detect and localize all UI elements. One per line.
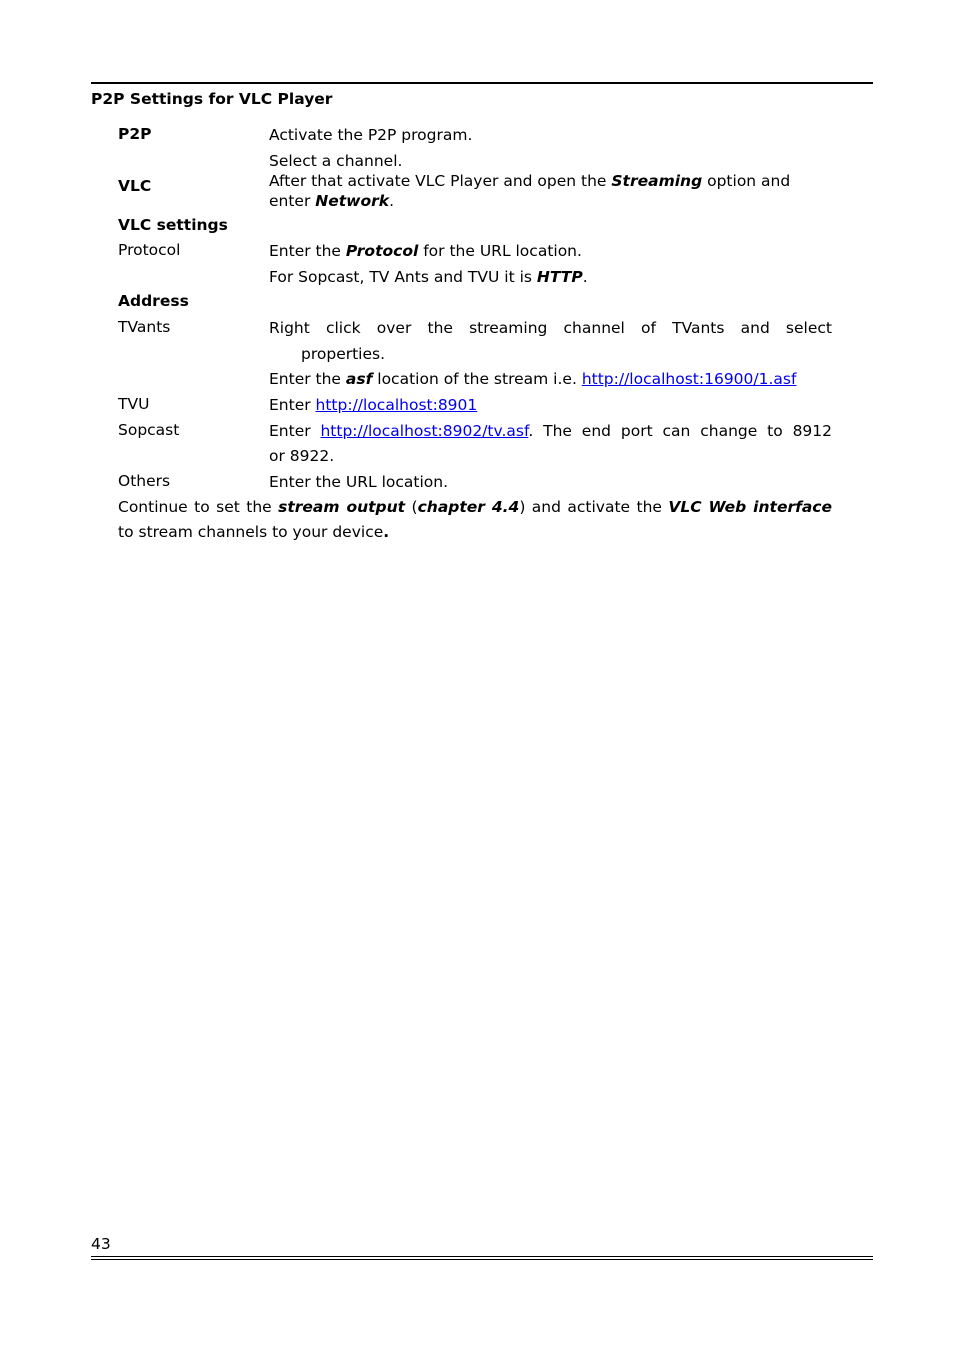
- sopcast-post: . The end port can change to 8912: [528, 422, 833, 440]
- tvants-line-3-mid: location of the stream i.e.: [372, 370, 582, 388]
- page-number: 43: [91, 1235, 111, 1253]
- vlc-line-2: [269, 171, 832, 191]
- tvu-link[interactable]: http://localhost:8901: [315, 396, 478, 414]
- footer-rule-lower: [91, 1259, 873, 1260]
- closing-period: .: [383, 523, 390, 541]
- row-desc-vlc: [269, 151, 832, 211]
- tvants-line-3-text: Enter the: [269, 370, 346, 388]
- closing-text-1: Continue to set the: [118, 498, 279, 516]
- stream-output-term: stream output: [278, 498, 406, 516]
- footer-rule-upper: [91, 1256, 873, 1257]
- row-label-address: Address: [118, 292, 189, 310]
- protocol-line-2-post: .: [582, 268, 588, 286]
- row-label-tvu: TVU: [118, 395, 150, 413]
- closing-text-4: to stream channels to your device: [118, 523, 384, 541]
- protocol-line-2: [269, 267, 832, 287]
- row-label-tvants: TVants: [118, 318, 171, 336]
- row-label-protocol: Protocol: [118, 241, 181, 259]
- sopcast-line-1: [269, 421, 832, 441]
- protocol-line-1: [269, 241, 832, 261]
- row-label-sopcast: Sopcast: [118, 421, 180, 439]
- tvants-line-2: properties.: [301, 345, 386, 363]
- header-rule: [91, 82, 873, 84]
- sopcast-link[interactable]: http://localhost:8902/tv.asf: [320, 422, 529, 440]
- tvants-line-3: [269, 369, 869, 389]
- chapter-reference: chapter 4.4: [417, 498, 520, 516]
- row-label-p2p: P2P: [118, 125, 152, 143]
- closing-text-3: ) and activate the: [519, 498, 669, 516]
- vlc-line-2-post: option and: [702, 172, 791, 190]
- streaming-term: Streaming: [611, 172, 703, 190]
- vlc-line-3-post: .: [389, 192, 395, 210]
- vlc-line-2-text: After that activate VLC Player and open the: [269, 172, 612, 190]
- asf-term: asf: [345, 370, 373, 388]
- http-term: HTTP: [536, 268, 583, 286]
- row-desc-others: Enter the URL location.: [269, 473, 448, 491]
- protocol-line-1-text: Enter the: [269, 242, 346, 260]
- closing-text-2: (: [405, 498, 418, 516]
- protocol-line-1-post: for the URL location.: [418, 242, 582, 260]
- protocol-term: Protocol: [345, 242, 419, 260]
- vlc-line-1: Select a channel.: [269, 152, 403, 170]
- row-label-others: Others: [118, 472, 171, 490]
- vlc-web-interface-term: VLC Web interface: [668, 498, 833, 516]
- sopcast-line-2: or 8922.: [269, 447, 335, 465]
- tvu-text: Enter: [269, 396, 316, 414]
- row-label-vlc: VLC: [118, 177, 152, 195]
- tvu-line: [269, 395, 832, 415]
- vlc-line-3: [269, 191, 832, 211]
- vlc-line-3-text: enter: [269, 192, 316, 210]
- sopcast-text: Enter: [269, 422, 321, 440]
- row-label-vlc-settings: VLC settings: [118, 216, 228, 234]
- protocol-line-2-text: For Sopcast, TV Ants and TVU it is: [269, 268, 537, 286]
- row-desc-p2p: Activate the P2P program.: [269, 126, 473, 144]
- network-term: Network: [315, 192, 390, 210]
- section-title: P2P Settings for VLC Player: [91, 90, 333, 108]
- tvants-stream-link[interactable]: http://localhost:16900/1.asf: [581, 370, 797, 388]
- closing-paragraph: [118, 495, 832, 545]
- tvants-line-1: Right click over the streaming channel of TVants and select: [269, 319, 832, 337]
